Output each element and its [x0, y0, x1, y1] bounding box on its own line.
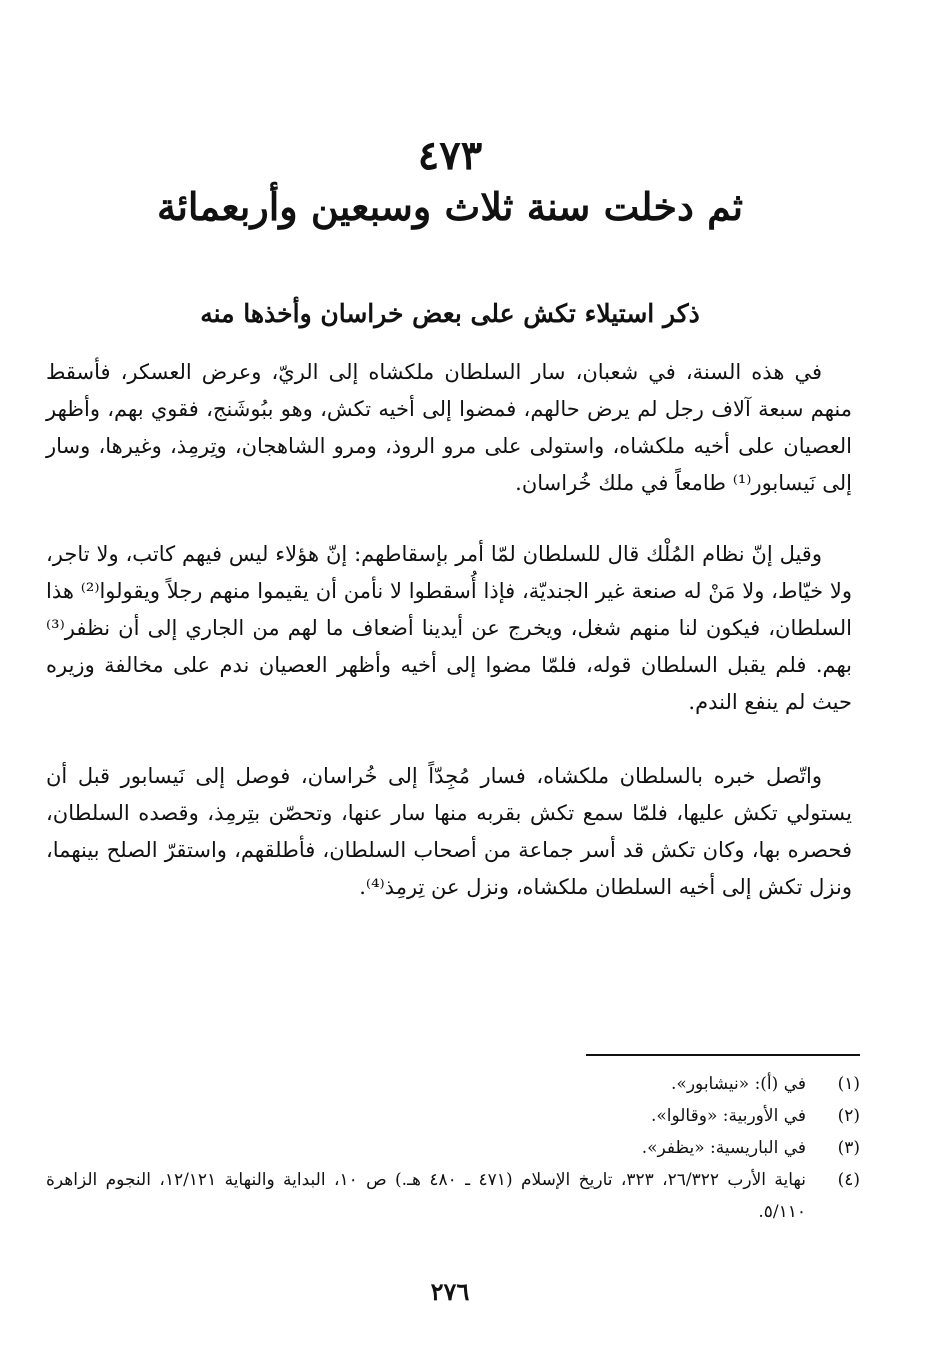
footnote-number: (٤)	[837, 1170, 860, 1190]
footnote-number: (٣)	[837, 1138, 860, 1158]
footnote-1	[46, 1068, 860, 1100]
footnote-4	[46, 1164, 860, 1228]
paragraph-text: في هذه السنة، في شعبان، سار السلطان ملكشاه إلى الريّ، وعرض العسكر، فأسقط منهم سبعة آلاف رجل لم يرض حالهم، فمضوا إلى أخيه تكش، وهو ببُوشَنج، فقوي بهم، وأظهر العصيان على أخيه ملكشاه، واستولى على مرو الروذ، ومرو الشاهجان، وتِرمِذ، وغيرها، وسار إلى نَيسابور⁽¹⁾ طامعاً في ملك خُراسان.	[46, 360, 852, 495]
footnote-text: نهاية الأرب ٢٦/٣٢٢، ٣٢٣، تاريخ الإسلام (٤٧١ ـ ٤٨٠ هـ.) ص ١٠، البداية والنهاية ١٢/١٢١، النجوم الزاهرة ٥/١١٠.	[46, 1170, 806, 1222]
paragraph-text: واتّصل خبره بالسلطان ملكشاه، فسار مُجِدّاً إلى خُراسان، فوصل إلى نَيسابور قبل أن يستولي تكش عليها، فلمّا سمع تكش بقربه منها سار عنها، وتحصّن بتِرمِذ، وقصده السلطان، فحصره بها، وكان تكش قد أسر جماعة من أصحاب السلطان، فأطلقهم، واستقرّ الصلح بينهما، ونزل تكش إلى أخيه السلطان ملكشاه، ونزل عن تِرمِذ⁽⁴⁾.	[46, 764, 852, 899]
paragraph-1	[46, 354, 852, 502]
section-title: ذكر استيلاء تكش على بعض خراسان وأخذها منه	[200, 299, 700, 328]
footnote-3	[46, 1132, 860, 1164]
footnote-text: في الأوربية: «وقالوا».	[650, 1106, 806, 1126]
footnote-divider	[586, 1054, 860, 1056]
footnote-2	[46, 1100, 860, 1132]
footnote-text: في (أ): «نيشابور».	[671, 1074, 806, 1094]
footnote-text: في الباريسية: «يظفر».	[641, 1138, 806, 1158]
chapter-title: ثم دخلت سنة ثلاث وسبعين وأربعمائة	[156, 184, 744, 229]
paragraph-text: وقيل إنّ نظام المُلْك قال للسلطان لمّا أمر بإسقاطهم: إنّ هؤلاء ليس فيهم كاتب، ولا تاجر، ولا خيّاط، ولا مَنْ له صنعة غير الجنديّة، فإذا أُسقطوا لا نأمن أن يقيموا منهم رجلاً ويقولوا⁽²⁾ هذا السلطان، فيكون لنا منهم شغل، ويخرج عن أيدينا أضعاف ما لهم من الجاري إلى أن نظفر⁽³⁾ بهم. فلم يقبل السلطان قوله، فلمّا مضوا إلى أخيه وأظهر العصيان ندم على مخالفة وزيره حيث لم ينفع الندم.	[46, 542, 853, 714]
footnote-number: (١)	[837, 1074, 860, 1094]
year-heading: ٤٧٣	[417, 132, 483, 179]
footnote-number: (٢)	[837, 1106, 860, 1126]
paragraph-2	[46, 536, 852, 721]
paragraph-3	[46, 758, 852, 906]
footnotes	[46, 1068, 860, 1228]
page-number: ٢٧٦	[430, 1277, 470, 1306]
